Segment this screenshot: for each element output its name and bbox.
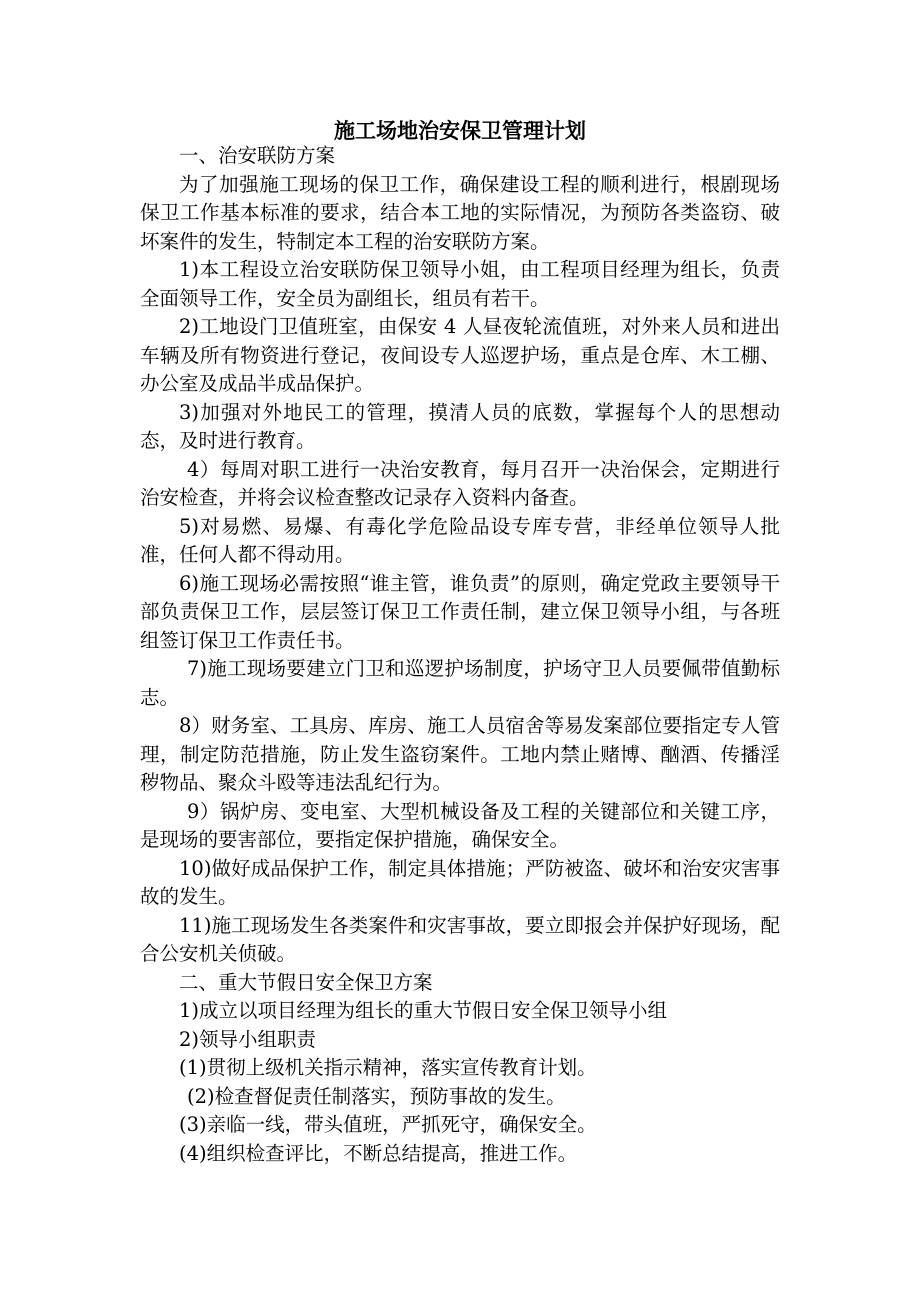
document-title: 施工场地治安保卫管理计划 [334, 118, 586, 143]
item-9: 9）锅炉房、变电室、大型机械设备及工程的关键部位和关键工序，是现场的要害部位，要指定保护措施，确保安全。 [140, 799, 780, 851]
section-heading-2: 二、重大节假日安全保卫方案 [179, 970, 433, 994]
document-body [140, 142, 780, 1168]
holiday-item-2: 2)领导小组职责 [179, 1027, 317, 1051]
duty-1: (1)贯彻上级机关指示精神，落实宣传教育计划。 [179, 1056, 597, 1079]
duty-3: (3)亲临一线，带头值班，严抓死守，确保安全。 [179, 1113, 597, 1136]
item-2: 2)工地设门卫值班室，由保安 4 人昼夜轮流值班，对外来人员和进出车辆及所有物资进行登记，夜间设专人巡逻护场，重点是仓库、木工棚、办公室及成品半成品保护。 [140, 315, 780, 395]
item-11: 11)施工现场发生各类案件和灾害事故，要立即报会并保护好现场，配合公安机关侦破。 [140, 913, 780, 965]
duty-2: (2)检查督促责任制落实，预防事故的发生。 [187, 1084, 566, 1108]
item-4: 4）每周对职工进行一决治安教育，每月召开一决治保会，定期进行治安检查，并将会议检查整改记录存入资料内备查。 [140, 457, 780, 509]
item-1: 1)本工程设立治安联防保卫领导小姐，由工程项目经理为组长，负责全面领导工作，安全员为副组长，组员有若干。 [140, 258, 780, 310]
item-7: 7)施工现场要建立门卫和巡逻护场制度，护场守卫人员要佩带值勤标志。 [140, 657, 780, 709]
item-5: 5)对易燃、易爆、有毒化学危险品设专库专营，非经单位领导人批准，任何人都不得动用。 [140, 514, 780, 566]
item-8: 8）财务室、工具房、库房、施工人员宿舍等易发案部位要指定专人管理，制定防范措施，防止发生盗窃案件。工地内禁止赌博、酗酒、传播淫秽物品、聚众斗殴等违法乱纪行为。 [140, 714, 780, 794]
holiday-item-1: 1)成立以项目经理为组长的重大节假日安全保卫领导小组 [179, 999, 668, 1022]
item-6: 6)施工现场必需按照“谁主管，谁负责”的原则，确定党政主要领导干部负责保卫工作，层层签订保卫工作责任制，建立保卫领导小组，与各班组签订保卫工作责任书。 [140, 571, 780, 652]
item-3: 3)加强对外地民工的管理，摸清人员的底数，掌握每个人的思想动态，及时进行教育。 [140, 400, 780, 452]
section-heading-1: 一、治安联防方案 [179, 144, 336, 167]
duty-4: (4)组织检查评比，不断总结提高，推进工作。 [179, 1141, 578, 1165]
intro-paragraph: 为了加强施工现场的保卫工作，确保建设工程的顺利进行，根剧现场保卫工作基本标准的要求，结合本工地的实际情况，为预防各类盗窃、破坏案件的发生，特制定本工程的治安联防方案。 [140, 172, 780, 253]
item-10: 10)做好成品保护工作，制定具体措施；严防被盗、破坏和治安灾害事故的发生。 [140, 856, 780, 908]
